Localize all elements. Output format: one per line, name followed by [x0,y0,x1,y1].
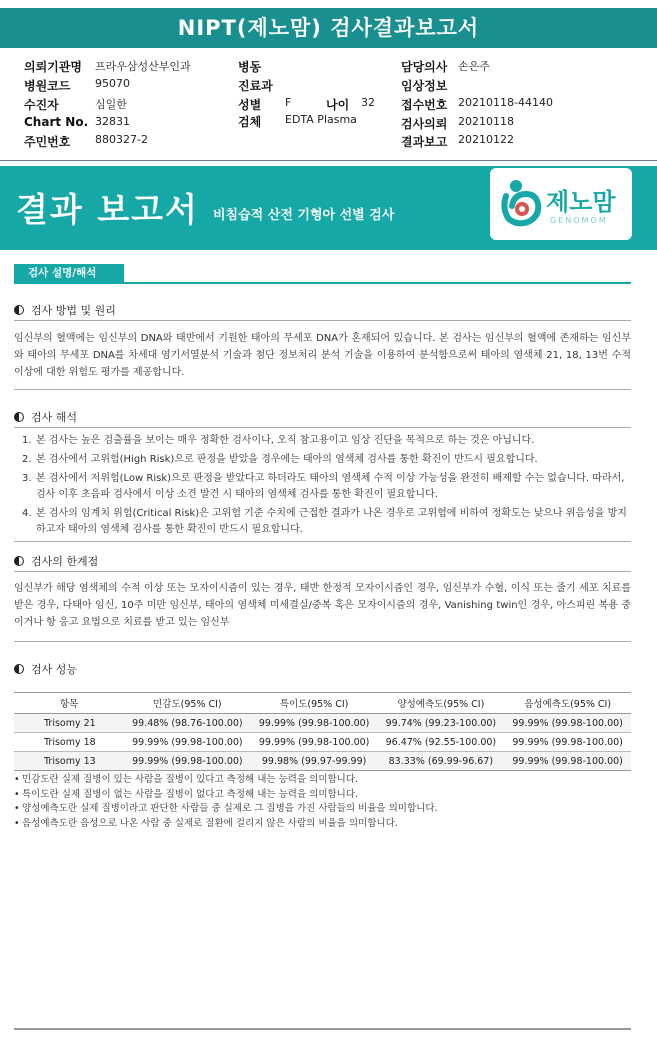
report-title: NIPT(제노맘) 검사결과보고서 [0,8,657,48]
table-cell: 99.99% (99.98-100.00) [251,714,378,733]
limits-rule [14,571,631,572]
half-circle-icon [14,305,24,315]
request-label: 검사의뢰 [401,117,448,131]
limits-bottom-rule [14,641,631,642]
limits-heading [14,553,98,569]
column-header: 특이도(95% CI) [251,693,378,714]
method-rule [14,320,631,321]
method-heading-text: 검사 방법 및 원리 [31,304,116,317]
item-text: 본 검사에서 고위험(High Risk)으로 판정을 받았을 경우에는 태아의 염색체 검사를 통한 확진이 반드시 필요합니다. [36,454,538,465]
method-bottom-rule [14,389,631,390]
doctor-value: 손은주 [458,60,490,73]
ward-label: 병동 [238,60,262,74]
method-heading [14,302,116,318]
info-divider [0,160,657,161]
table-cell: Trisomy 13 [14,752,124,771]
age-value: 32 [361,96,375,109]
specimen-value: EDTA Plasma [285,113,357,126]
table-cell: Trisomy 21 [14,714,124,733]
sex-value: F [285,96,292,109]
performance-heading-text: 검사 성능 [31,663,78,676]
item-text: 본 검사의 임계치 위험(Critical Risk)은 고위험 기준 수치에 근접한 결과가 나온 경우로 고위험에 비하여 정확도는 낮으나 위음성을 방지하고자 태아의 염색체 검사를 통한 확진이 반드시 필요합니다. [36,508,627,535]
page-bottom-rule [14,1028,631,1030]
note-text: 민감도란 실제 질병이 있는 사람을 질병이 있다고 측정해 내는 능력을 의미합니다. [22,774,359,785]
patient-info [0,56,657,152]
half-circle-icon [14,664,24,674]
bullet-icon: • [14,788,20,800]
interpretation-bottom-rule [14,541,631,542]
table-cell: 99.99% (99.98-100.00) [504,733,631,752]
code-label: 병원코드 [24,79,71,93]
banner-title: 결과 보고서 [16,190,199,229]
limits-heading-text: 검사의 한계점 [31,555,99,568]
report-label: 결과보고 [401,135,448,149]
note-item [14,773,631,788]
logo-text: 제노맘 [546,188,616,216]
id-value: 880327-2 [95,133,148,146]
logo-subtext: GENOMOM [550,216,608,225]
performance-table [14,692,631,771]
specimen-label: 검체 [238,115,262,129]
column-header: 양성예측도(95% CI) [378,693,505,714]
note-text: 특이도란 실제 질병이 없는 사람을 질병이 없다고 측정해 내는 능력을 의미합니다. [22,788,359,800]
method-text: 임신부의 혈액에는 임신부의 DNA와 태반에서 기원한 태아의 무세포 DNA가 혼재되어 있습니다. 본 검사는 임신부의 혈액에 존재하는 임신부와 태아의 무세포 DNA를 차세대 염기서열분석 기술과 첨단 정보처리 분석 기술을 이용하여 분석함으로써 태아의 염색체 21, 18, 13번 수적 이상에 대한 위험도 평가를 제공합니다. [14,333,631,378]
hospital-value: 프라우삼성산부인과 [95,60,191,73]
patient-value: 심일한 [95,98,127,111]
sex-label: 성별 [238,98,262,112]
note-text: 양성예측도란 실제 질병이라고 판단한 사람들 중 실제로 그 질병을 가진 사람들의 비율을 의미합니다. [22,803,438,814]
list-item [14,452,631,468]
receipt-value: 20210118-44140 [458,96,553,109]
limits-text: 임신부가 해당 염색체의 수적 이상 또는 모자이시즘이 있는 경우, 태반 한정적 모자이시즘인 경우, 임신부가 수혈, 이식 또는 줄기 세포 치료를 받은 경우, 다태아 임신, 10주 미만 임신부, 태아의 염색체 미세결실/중복 혹은 모자이시즘의 경우, Vanishing twin인 경우, 아스피린 복용 중이거나 항 응고 요법으로 치료를 받고 있는 임신부 [14,583,631,628]
table-header-row [14,693,631,714]
table-cell: 99.99% (99.98-100.00) [504,752,631,771]
item-number: 3. [22,473,32,484]
table-cell: 99.48% (98.76-100.00) [124,714,251,733]
table-cell: 99.74% (99.23-100.00) [378,714,505,733]
table-cell: Trisomy 18 [14,733,124,752]
table-row [14,752,631,771]
item-text: 본 검사에서 저위험(Low Risk)으로 판정을 받았다고 하더라도 태아의 염색체 수적 이상 가능성을 완전히 배제할 수는 없습니다. 따라서, 검사 이후 초음파 검사에서 이상 소견 발견 시 태아의 염색체 검사를 통한 확진이 필요합니다. [36,473,625,500]
performance-heading [14,661,77,677]
table-cell: 99.98% (99.97-99.99) [251,752,378,771]
table-cell: 96.47% (92.55-100.00) [378,733,505,752]
note-text: 음성예측도란 음성으로 나온 사람 중 실제로 질환에 걸리지 않은 사람의 비율을 의미합니다. [22,817,398,829]
interpretation-heading-text: 검사 해석 [31,411,78,424]
item-text: 본 검사는 높은 검출률을 보이는 매우 정확한 검사이나, 오직 참고용이고 임상 진단을 목적으로 하는 것은 아닙니다. [36,435,535,446]
item-number: 4. [22,508,32,519]
column-header: 항목 [14,693,124,714]
table-row [14,714,631,733]
request-value: 20210118 [458,115,514,128]
interpretation-rule [14,427,631,428]
banner-subtitle: 비침습적 산전 기형아 선별 검사 [213,208,395,223]
table-row [14,733,631,752]
clinical-label: 임상정보 [401,79,448,93]
genomom-logo [490,168,632,240]
receipt-label: 접수번호 [401,98,448,112]
column-header: 음성예측도(95% CI) [504,693,631,714]
bullet-icon: • [14,817,20,829]
half-circle-icon [14,412,24,422]
note-item [14,817,631,832]
dept-label: 진료과 [238,79,273,93]
section-tab: 검사 설명/해석 [14,264,124,282]
bullet-icon: • [14,774,20,785]
list-item [14,506,631,538]
interpretation-heading [14,409,77,425]
half-circle-icon [14,556,24,566]
bullet-icon: • [14,803,20,814]
note-item [14,788,631,803]
doctor-label: 담당의사 [401,60,448,74]
patient-label: 수진자 [24,98,59,112]
id-label: 주민번호 [24,135,71,149]
column-header: 민감도(95% CI) [124,693,251,714]
interpretation-list [14,433,631,541]
table-cell: 99.99% (99.98-100.00) [124,752,251,771]
item-number: 2. [22,454,32,465]
performance-notes [14,773,631,831]
hospital-label: 의뢰기관명 [24,60,82,74]
list-item [14,433,631,449]
table-cell: 83.33% (69.99-96.67) [378,752,505,771]
item-number: 1. [22,435,32,446]
table-cell: 99.99% (99.98-100.00) [504,714,631,733]
section-underline [14,282,631,284]
age-label: 나이 [326,98,350,112]
table-cell: 99.99% (99.98-100.00) [124,733,251,752]
chart-label: Chart No. [24,115,89,129]
code-value: 95070 [95,77,130,90]
table-cell: 99.99% (99.98-100.00) [251,733,378,752]
list-item [14,471,631,503]
note-item [14,802,631,817]
logo-emblem-icon [500,178,544,228]
report-value: 20210122 [458,133,514,146]
chart-value: 32831 [95,115,130,128]
